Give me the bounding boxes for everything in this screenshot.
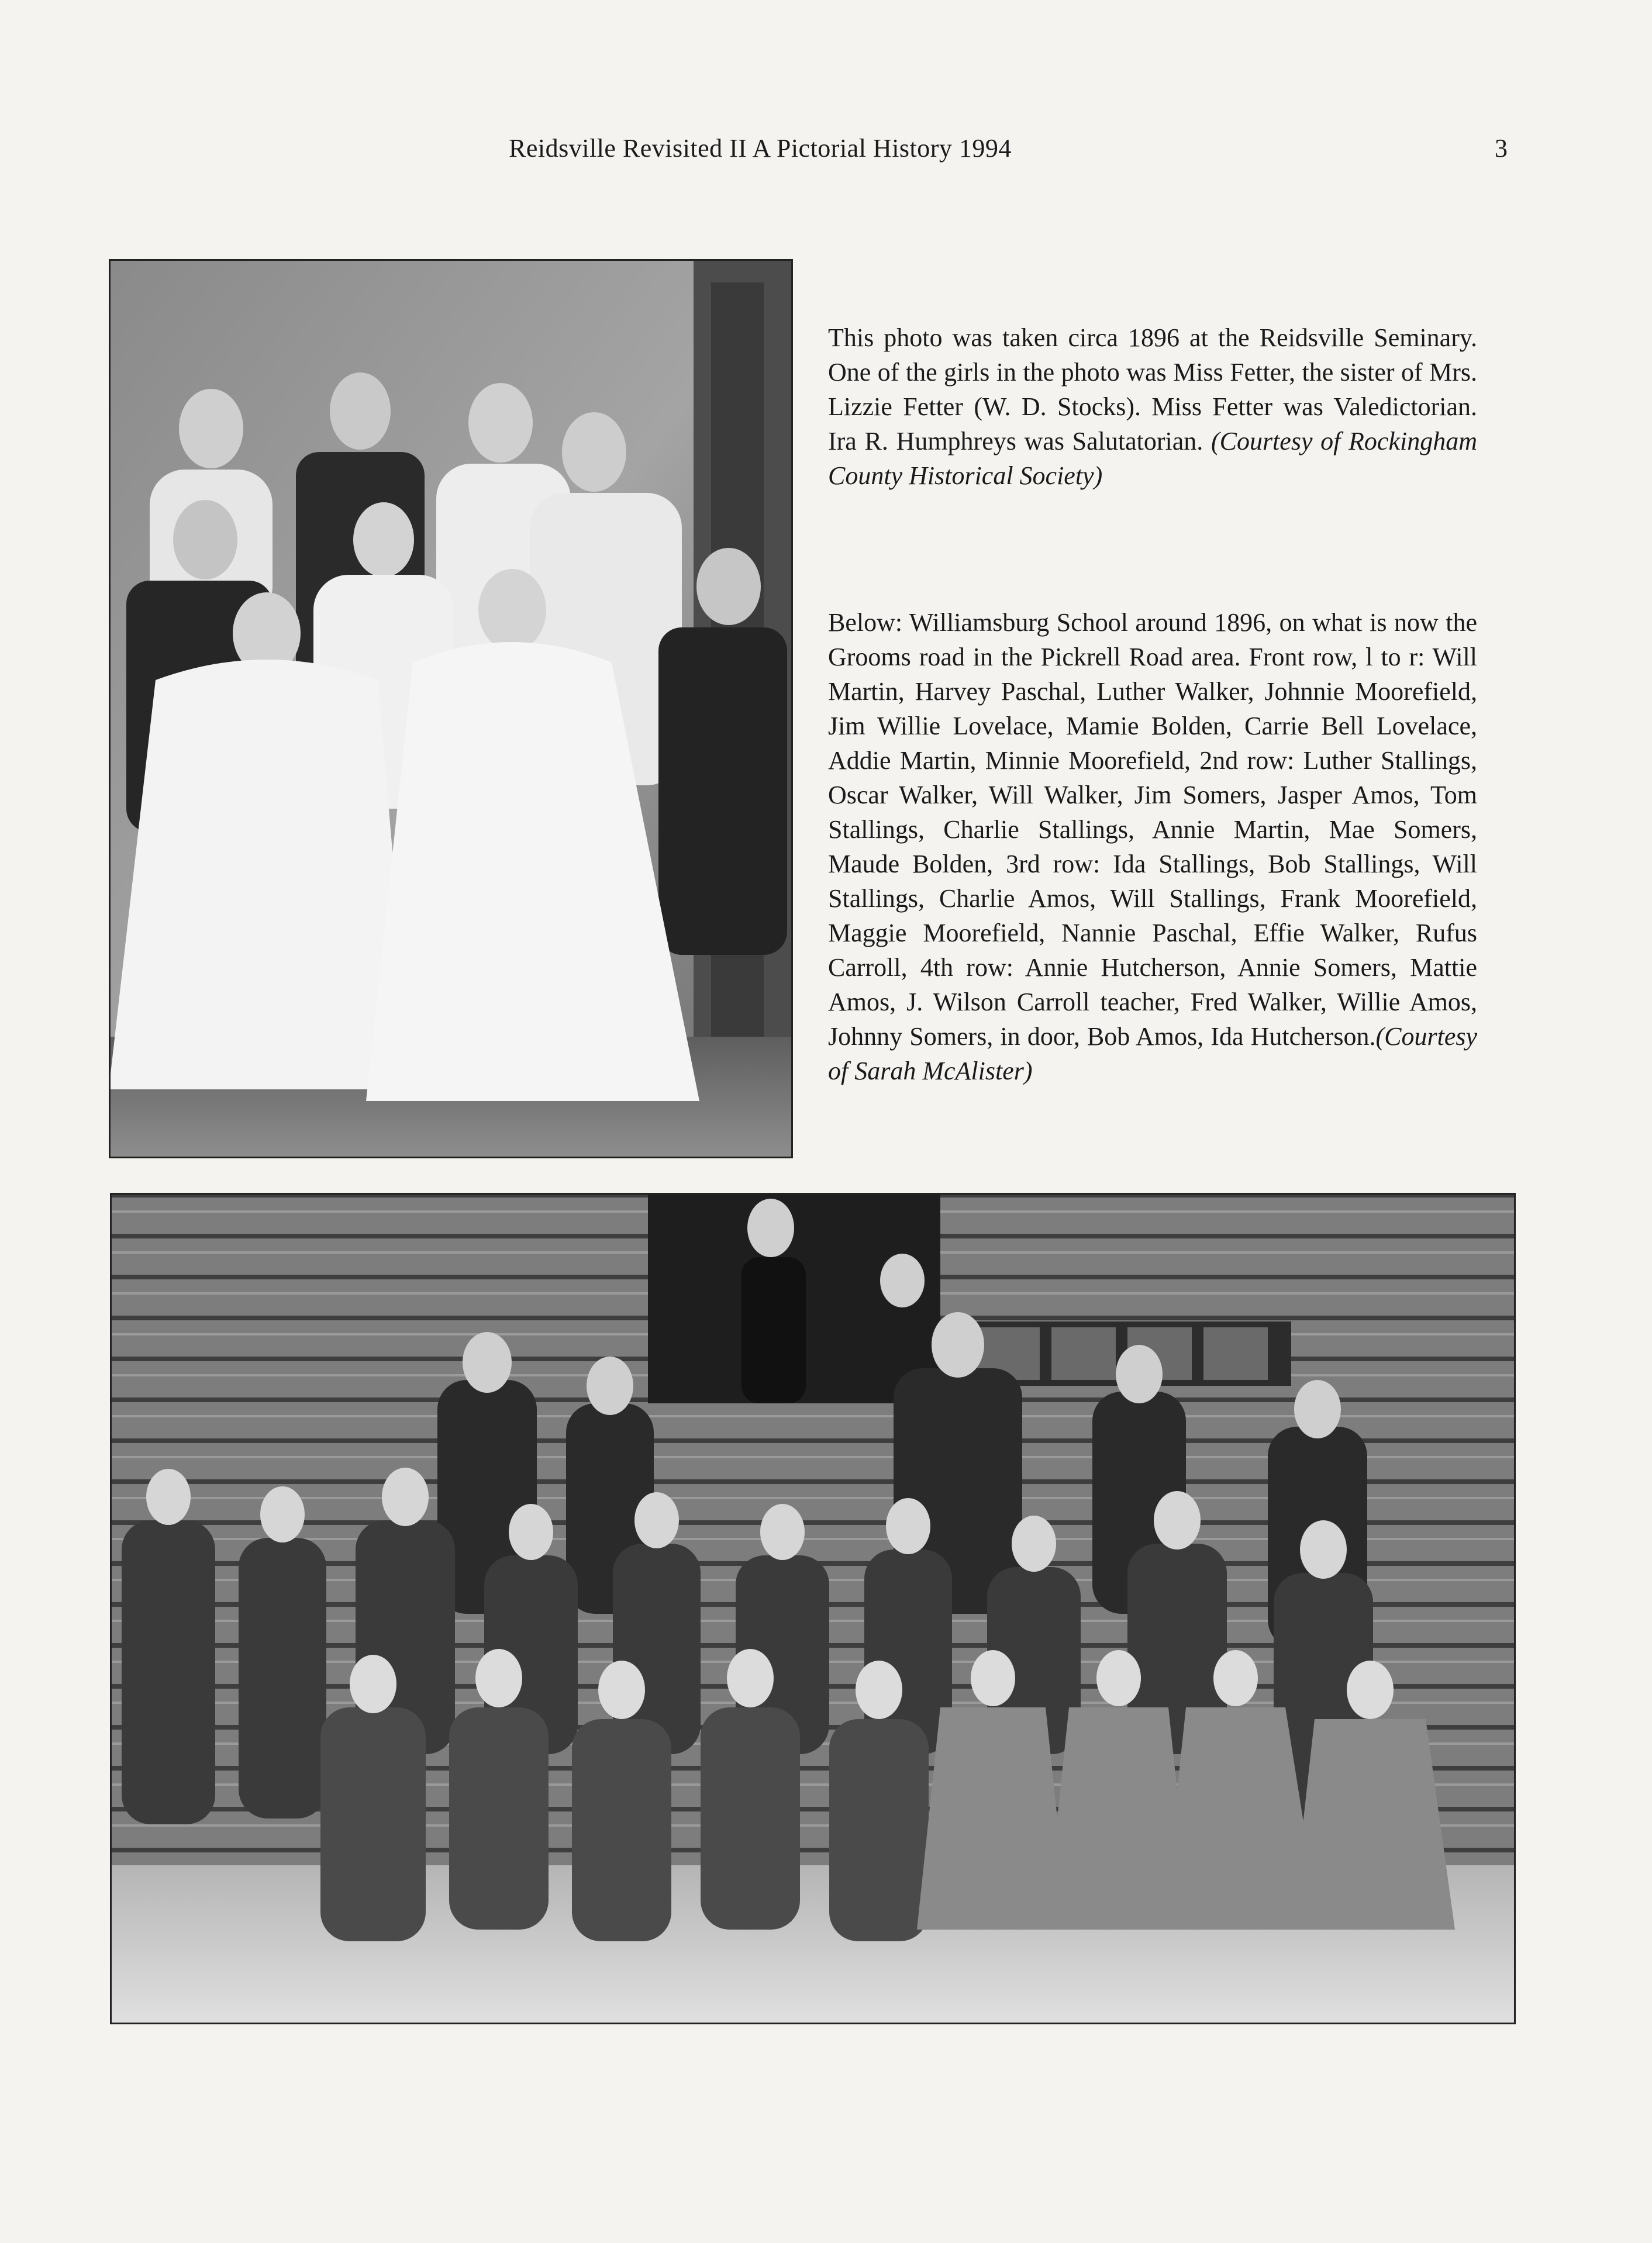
seminary-caption-credit: (Courtesy of Rockingham County Historical Society)	[828, 427, 1477, 490]
seminary-caption-text: This photo was taken circa 1896 at the Reidsville Seminary. One of the girls in the photo was Miss Fetter, the sister of Mrs. Lizzie Fetter (W. D. Stocks). Miss Fetter was Valedictorian. Ira R. Humphreys was Salutatorian.	[828, 323, 1477, 455]
williamsburg-caption-credit: (Courtesy of Sarah McAlister)	[828, 1022, 1477, 1085]
page-number: 3	[1495, 134, 1508, 163]
williamsburg-caption	[828, 605, 1477, 1088]
seminary-photo-image	[109, 259, 793, 1158]
running-head: Reidsville Revisited II A Pictorial History 1994	[509, 134, 1012, 163]
williamsburg-school-photo	[110, 1193, 1516, 2024]
williamsburg-caption-text: Below: Williamsburg School around 1896, on what is now the Grooms road in the Pickrell Road area. Front row, l to r: Will Martin, Harvey Paschal, Luther Walker, Johnnie Moorefield, Jim Willie Lovelace, Mamie Bolden, Carrie Bell Lovelace, Addie Martin, Minnie Moorefield, 2nd row: Luther Stallings, Oscar Walker, Will Walker, Jim Somers, Jasper Amos, Tom Stallings, Charlie Stallings, Annie Martin, Mae Somers, Maude Bolden, 3rd row: Ida Stallings, Bob Stallings, Will Stallings, Charlie Amos, Will Stallings, Frank Moorefield, Maggie Moorefield, Nannie Paschal, Effie Walker, Rufus Carroll, 4th row: Annie Hutcherson, Annie Somers, Mattie Amos, J. Wilson Carroll teacher, Fred Walker, Willie Amos, Johnny Somers, in door, Bob Amos, Ida Hutcherson.	[828, 608, 1477, 1051]
seminary-caption	[828, 320, 1477, 493]
williamsburg-photo-image	[110, 1193, 1516, 2024]
seminary-group-photo	[109, 259, 793, 1158]
